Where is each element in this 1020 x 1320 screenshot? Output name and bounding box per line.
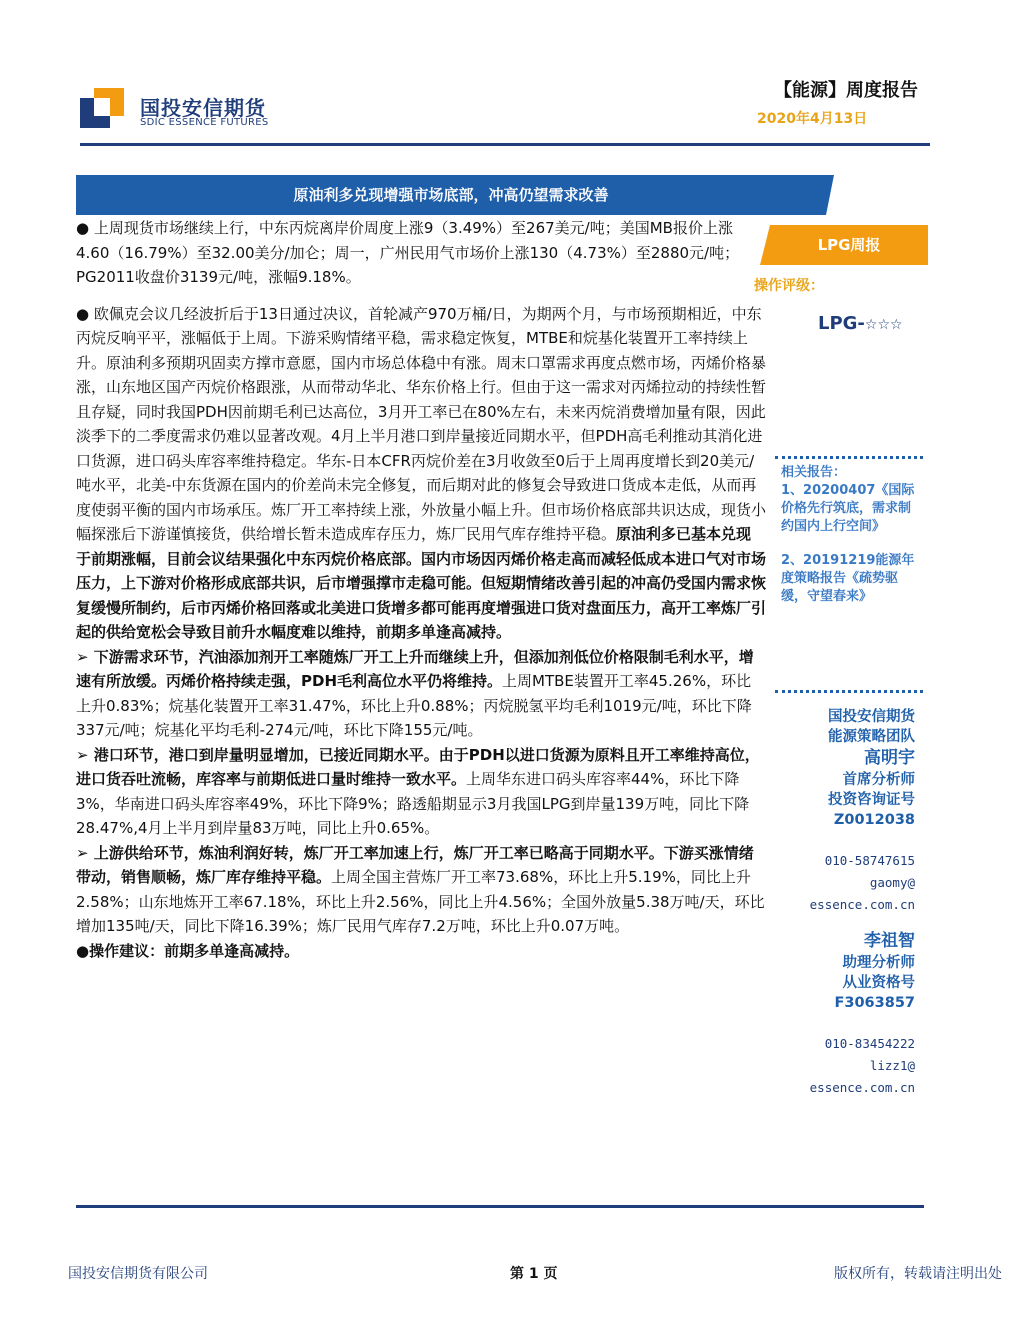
port-text: 上周华东进口码头库容率44%，环比下降3%，华南进口码头库容率49%，环比下降9%；路透船期显示3月我国LPG到岸量139万吨，同比下降28.47%,4月上半月到岸量83万吨，同比上升0.65%。 (76, 770, 750, 837)
footer-company: 国投安信期货有限公司 (68, 1266, 208, 1282)
report-body (76, 216, 766, 963)
downstream-text: 上周MTBE装置开工率45.26%，环比上升0.83%；烷基化装置开工率31.47%，环比上升0.88%；丙烷脱氢平均毛利1019元/吨，环比下降337元/吨；烷基化平均毛利-274元/吨，环比下降155元/吨。 (76, 672, 752, 739)
report-date: 2020年4月13日 (757, 111, 868, 127)
paragraph-port (76, 743, 766, 841)
paragraph-upstream (76, 841, 766, 939)
analyst2-title: 助理分析师 (842, 955, 915, 971)
analysis-conclusion: 原油利多已基本兑现于前期涨幅，目前会议结果强化中东丙烷价格底部。国内市场因丙烯价格走高而减轻低成本进口气对市场压力，上下游对价格形成底部共识，后市增强撑市走稳可能。但短期情绪改善引起的冲高仍受国内需求恢复缓慢所制约，后市丙烯价格回落或北美进口货增多都可能再度增强进口货对盘面压力，高开工率炼厂引起的供给宽松会导致目前升水幅度难以维持，前期多单逢高减持。 (76, 525, 767, 641)
related-report-1[interactable]: 1、20200407《国际价格先行筑底，需求制约国内上行空间》 (781, 483, 915, 534)
upstream-text: 上周全国主营炼厂开工率73.68%，环比上升5.19%，同比上升2.58%；山东地炼开工率67.18%，环比上升2.56%，同比上升4.56%；全国外放量5.38万吨/天，环比增加135吨/天，同比下降16.39%；炼厂民用气库存7.2万吨，环比上升0.07万吨。 (76, 868, 765, 935)
footer-rights: 版权所有，转载请注明出处 (834, 1266, 1002, 1282)
company-name-en: SDIC ESSENCE FUTURES (140, 117, 269, 128)
related-report-2[interactable]: 2、20191219能源年度策略报告《疏势驱缓，守望春来》 (781, 553, 915, 604)
upstream-heading: ➢ 上游供给环节，炼油利润好转，炼厂开工率加速上行，炼厂开工率已略高于同期水平。下游买涨情绪带动，销售顺畅，炼厂库存维持平稳。 (76, 843, 754, 886)
team-company: 国投安信期货 (828, 709, 915, 725)
analysis-text: ● 欧佩克会议几经波折后于13日通过决议，首轮减产970万桶/日，为期两个月，与市场预期相近，中东丙烷反响平平，涨幅低于上周。下游采购情绪平稳，需求稳定恢复，MTBE和烷基化装置开工率持续上升。原油利多预期巩固卖方撑市意愿，国内市场总体稳中有涨。周末口罩需求再度点燃市场，丙烯价格暴涨，山东地区国产丙烷价格跟涨，从而带动华北、华东价格上行。但由于这一需求对丙烯拉动的持续性暂且存疑，同时我国PDH因前期毛利已达高位，3月开工率已在80%左右，未来丙烷消费增加量有限，因此淡季下的二季度需求仍难以显著改观。4月上半月港口到岸量接近同期水平，但PDH高毛利推动其消化进口货源，进口码头库容率维持稳定。华东-日本CFR丙烷价差在3月收敛至0后于上周再度增长到20美元/吨水平，北美-中东货源在国内的价差尚未完全修复，而后期对此的修复会导致进口货成本走低，从而再度使弱平衡的国内市场承压。炼厂开工率持续上涨，外放量小幅上升。但市场价格底部共识达成，现货小幅探涨后下游谨慎接货，供给增长暂未造成库存压力，炼厂民用气库存维持平稳。 (76, 304, 767, 543)
report-title-banner: 原油利多兑现增强市场底部，冲高仍望需求改善 (76, 175, 826, 215)
analyst1-cert-label: 投资咨询证号 (828, 792, 915, 808)
sidebar-divider (775, 690, 923, 693)
report-tag: LPG周报 (770, 225, 928, 265)
analyst-team (775, 707, 915, 1099)
company-logo-icon (80, 88, 130, 128)
port-heading: ➢ 港口环节，港口到岸量明显增加，已接近同期水平。由于PDH以进口货源为原料且开工率维持高位，进口货吞吐流畅，库容率与前期低进口量时维持一致水平。 (76, 745, 760, 788)
paragraph-analysis (76, 302, 766, 645)
rating-title: 操作评级： (754, 278, 824, 294)
report-type: 【能源】周度报告 (774, 80, 918, 101)
analyst1-phone: 010-58747615 (824, 853, 915, 868)
team-name: 能源策略团队 (828, 729, 915, 745)
page-number: 第 1 页 (510, 1266, 558, 1282)
analyst1-email-domain[interactable]: essence.com.cn (809, 897, 915, 912)
rating-stars: ☆☆☆ (864, 317, 903, 333)
analyst2-name: 李祖智 (864, 931, 915, 951)
related-reports (781, 464, 923, 606)
analyst2-cert-label: 从业资格号 (842, 975, 915, 991)
paragraph-market-summary: ● 上周现货市场继续上行，中东丙烷离岸价周度上涨9（3.49%）至267美元/吨；美国MB报价上涨4.60（16.79%）至32.00美分/加仑；周一，广州民用气市场价上涨130（4.73%）至2880元/吨；PG2011收盘价3139元/吨，涨幅9.18%。 (76, 219, 740, 286)
analyst2-phone: 010-83454222 (824, 1036, 915, 1051)
header-divider (80, 143, 930, 146)
rating-label: LPG- (818, 313, 865, 334)
analyst1-name: 高明宇 (864, 748, 915, 768)
operation-advice: ●操作建议：前期多单逢高减持。 (76, 941, 300, 960)
analyst2-email-user[interactable]: lizz1@ (869, 1058, 915, 1073)
analyst1-email-user[interactable]: gaomy@ (869, 875, 915, 890)
analyst2-cert: F3063857 (834, 995, 915, 1011)
analyst1-cert: Z0012038 (833, 812, 915, 828)
sidebar-divider (775, 456, 923, 459)
related-title: 相关报告： (781, 465, 847, 480)
analyst2-email-domain[interactable]: essence.com.cn (809, 1080, 915, 1095)
downstream-heading: ➢ 下游需求环节，汽油添加剂开工率随炼厂开工上升而继续上升，但添加剂低位价格限制毛利水平，增速有所放缓。丙烯价格持续走强，PDH毛利高位水平仍将维持。 (76, 647, 754, 690)
footer-divider (76, 1205, 924, 1208)
analyst1-title: 首席分析师 (842, 772, 915, 788)
company-name-cn: 国投安信期货 (140, 96, 266, 120)
rating (818, 313, 903, 334)
paragraph-downstream (76, 645, 766, 743)
